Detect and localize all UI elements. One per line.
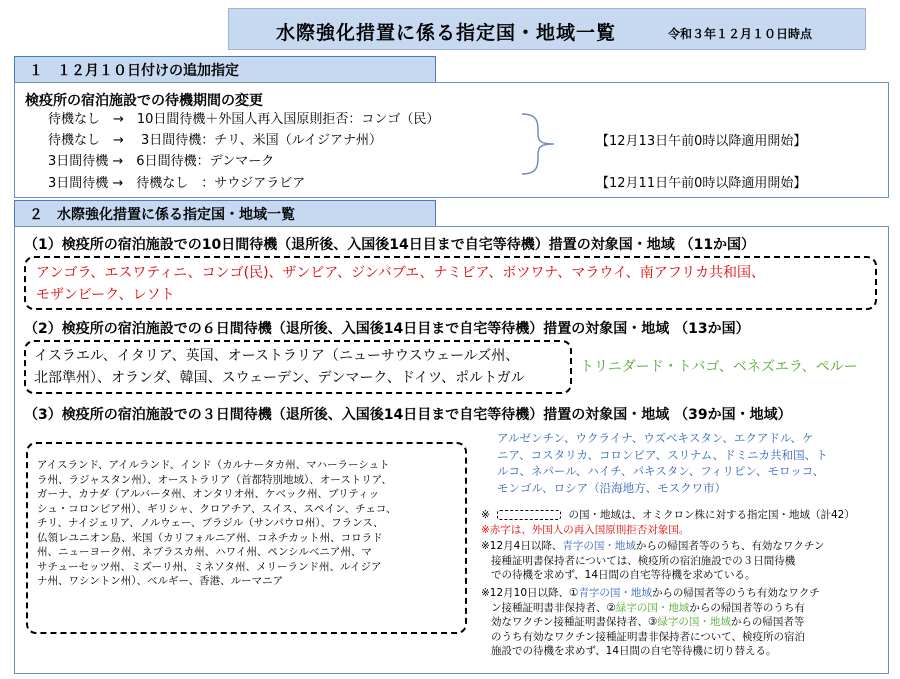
effective-note-dec11: 【12月11日午前0時以降適用開始】 <box>596 176 807 191</box>
group3-blue-line: ニア、コスタリカ、コロンビア、スリナム、ドミニカ共和国、ト <box>497 447 828 462</box>
note-blue-text: 青字の国・地域 <box>562 540 636 552</box>
note-text: からの帰国者等 <box>730 616 805 628</box>
note-dec10 <box>481 586 820 659</box>
group10-line-2: モザンビーク、レソト <box>36 287 175 303</box>
note-mark: ※ <box>481 509 490 521</box>
note-green-text: 緑字の国・地域 <box>615 601 690 614</box>
group3-black-line: シュ・コロンビア州）、ギリシャ、クロアチア、スイス、スペイン、チェコ、 <box>37 502 397 515</box>
group3-black-line: アイスランド、アイルランド、インド（カルナータカ州、マハーラーシュト <box>37 459 390 471</box>
note-text: 効なワクチン接種証明書保持者、③ <box>491 616 658 628</box>
group3-blue-line: ルコ、ネパール、ハイチ、パキスタン、フィリピン、モロッコ、 <box>497 464 825 478</box>
as-of-date: 令和３年１２月１０日時点 <box>668 27 813 41</box>
group3-black-line: ガーナ、カナダ（アルバータ州、オンタリオ州、ケベック州、ブリティッ <box>37 488 380 500</box>
note-omicron <box>481 508 855 523</box>
note-text: のうち有効なワクチン接種証明書非保持者について、検疫所の宿泊 <box>491 630 806 643</box>
group3-black-list <box>37 458 467 589</box>
section1-subheading: 検疫所の宿泊施設での待機期間の変更 <box>25 93 263 109</box>
note-text: 施設での待機を求めず、14日間の自宅等待機に切り替える。 <box>491 645 777 657</box>
change-line-2: 待機なし → 3日間待機：チリ、米国（ルイジアナ州） <box>48 133 382 148</box>
group10-line-1: アンゴラ、エスワティニ、コンゴ(民)、ザンビア、ジンバブエ、ナミビア、ボツワナ、マラウイ、南アフリカ共和国、 <box>36 265 766 281</box>
group6-title: （2）検疫所の宿泊施設での６日間待機（退所後、入国後14日目まで自宅等待機）措置の対象国・地域 （13か国） <box>24 321 750 337</box>
note-text: からの帰国者等のうち有 <box>689 601 805 614</box>
group6-line-1: イスラエル、イタリア、英国、オーストラリア（ニューサウスウェールズ州、 <box>34 348 520 364</box>
group3-black-line: 仏領レユニオン島、米国（カリフォルニア州、コネチカット州、コロラド <box>37 531 383 544</box>
section1-heading: １ １２月１０日付けの追加指定 <box>14 56 436 83</box>
change-line-3: 3日間待機 → 6日間待機：デンマーク <box>48 154 275 169</box>
note-text: ン接種証明書非保持者、② <box>491 601 616 614</box>
effective-note-dec13: 【12月13日午前0時以降適用開始】 <box>596 134 807 149</box>
group3-black-line: ラ州、ラジャスタン州）、オーストラリア（首都特別地域）、オーストリア、 <box>37 473 392 486</box>
note-text: からの帰国者等のうち有効なワクチ <box>651 587 820 599</box>
group6-green-countries: トリニダード・トバゴ、ベネズエラ、ペルー <box>580 359 858 375</box>
change-line-4: 3日間待機 → 待機なし ：サウジアラビア <box>48 176 306 191</box>
note-green-text: 緑字の国・地域 <box>657 616 731 628</box>
group3-black-line: サチューセッツ州、ミズーリ州、ミネソタ州、メリーランド州、ルイジア <box>37 560 382 573</box>
note-red-text: ※赤字は、外国人の再入国原則拒否対象国。 <box>481 524 690 536</box>
group3-blue-list <box>497 430 828 496</box>
note-omicron-text: の国・地域は、オミクロン株に対する指定国・地域（計42） <box>568 509 855 521</box>
change-line-1: 待機なし → 10日間待機＋外国人再入国原則拒否：コンゴ（民） <box>48 112 440 127</box>
section2-heading: ２ 水際強化措置に係る指定国・地域一覧 <box>14 200 436 227</box>
group3-black-line: 州、ニューヨーク州、ネブラスカ州、ハワイ州、ペンシルベニア州、マ <box>37 546 372 558</box>
group10-title: （1）検疫所の宿泊施設での10日間待機（退所後、入国後14日目まで自宅等待機）措置の対象国・地域 （11か国） <box>24 237 756 253</box>
note-text: での待機を求めず、14日間の自宅等待機を求めている。 <box>491 569 756 581</box>
page-title: 水際強化措置に係る指定国・地域一覧 <box>276 22 617 44</box>
group3-black-line: ナ州、ワシントン州）、ベルギー、香港、ルーマニア <box>37 575 284 587</box>
note-dec4 <box>481 539 824 583</box>
note-text: ※12月10日以降、① <box>481 587 579 599</box>
note-text: からの帰国者等のうち、有効なワクチン <box>635 540 825 552</box>
group3-blue-line: アルゼンチン、ウクライナ、ウズベキスタン、エクアドル、ケ <box>497 431 814 445</box>
dashed-box-legend-icon <box>497 510 561 520</box>
group3-black-line: チリ、ナイジェリア、ノルウェー、ブラジル（サンパウロ州）、フランス、 <box>37 517 384 529</box>
note-text: ※12月4日以降、 <box>481 540 563 552</box>
curly-brace <box>520 112 560 176</box>
group3-blue-line: モンゴル、ロシア（沿海地方、モスクワ市） <box>497 480 727 495</box>
group3-title: （3）検疫所の宿泊施設での３日間待機（退所後、入国後14日目まで自宅等待機）措置の対象国・地域 （39か国・地域） <box>24 407 792 423</box>
group6-line-2: 北部準州）、オランダ、韓国、スウェーデン、デンマーク、ドイツ、ポルトガル <box>34 370 525 386</box>
note-blue-text: 青字の国・地域 <box>578 587 652 599</box>
note-text: 接種証明書保持者については、検疫所の宿泊施設での３日間待機 <box>491 554 796 567</box>
